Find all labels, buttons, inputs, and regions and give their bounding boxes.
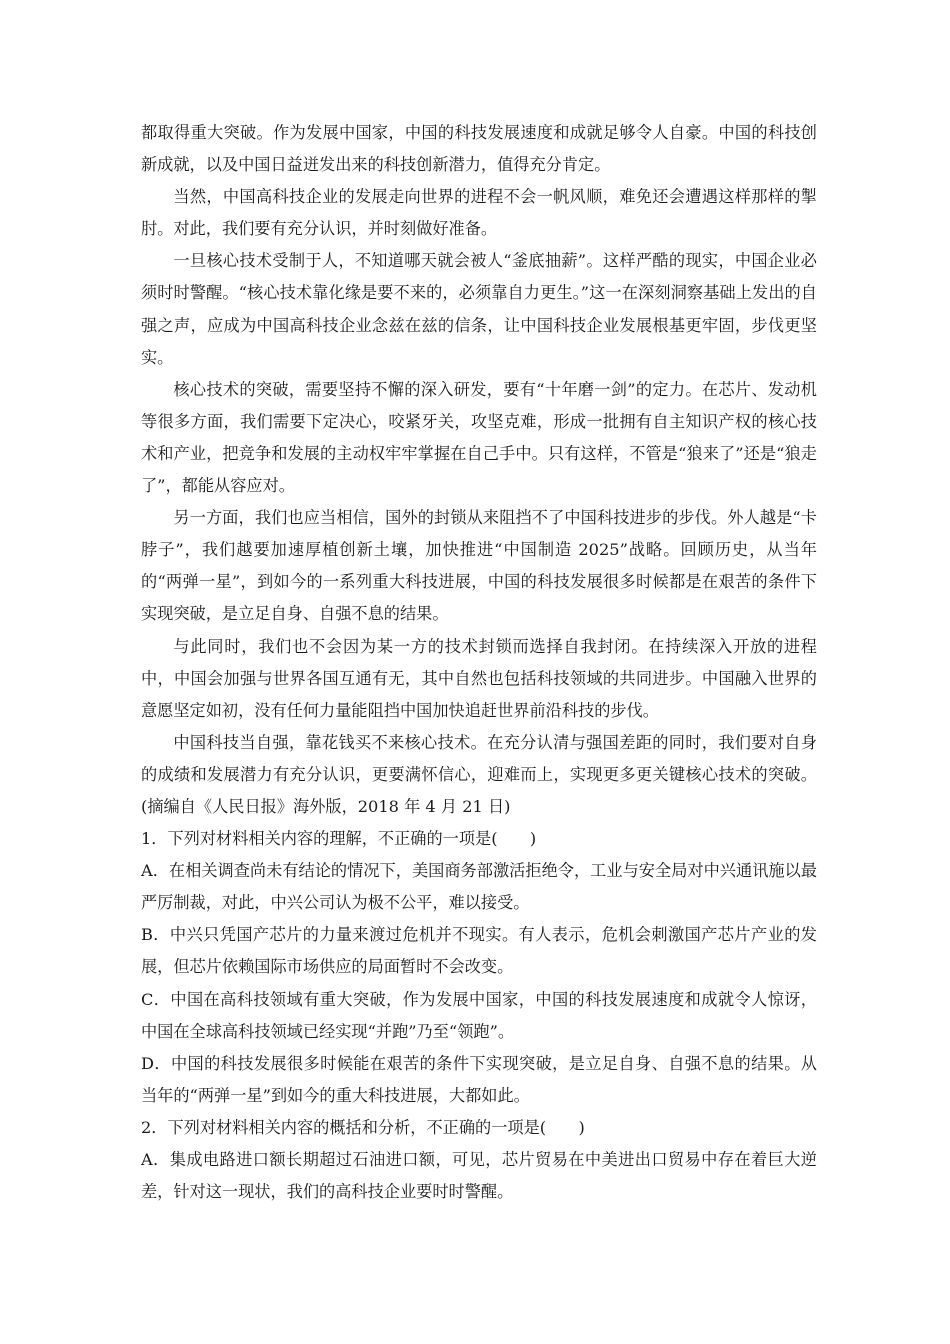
paragraph: 一旦核心技术受制于人，不知道哪天就会被人“釜底抽薪”。这样严酷的现实，中国企业必须时时警醒。“核心技术靠化缘是要不来的，必须靠自力更生。”这一在深刻洞察基础上发出的自强之声，应成为中国高科技企业念兹在兹的信条，让中国科技企业发展根基更牢固，步伐更坚实。: [141, 251, 817, 367]
paragraph: 当然，中国高科技企业的发展走向世界的进程不会一帆风顺，难免还会遭遇这样那样的掣肘。对此，我们要有充分认识，并时刻做好准备。: [141, 187, 817, 239]
question-1-stem: 1．下列对材料相关内容的理解，不正确的一项是( ): [141, 829, 537, 849]
paragraph: 另一方面，我们也应当相信，国外的封锁从来阻挡不了中国科技进步的步伐。外人越是“卡脖子”，我们越要加速厚植创新土壤，加快推进“中国制造 2025”战略。回顾历史，从当年的“两弹一星”，到如今的一系列重大科技进展，中国的科技发展很多时候都是在艰苦的条件下实现突破，是立足自身、自强不息的结果。: [141, 508, 817, 624]
paragraph: 都取得重大突破。作为发展中国家，中国的科技发展速度和成就足够令人自豪。中国的科技创新成就，以及中国日益迸发出来的科技创新潜力，值得充分肯定。: [141, 123, 817, 175]
paragraph: 与此同时，我们也不会因为某一方的技术封锁而选择自我封闭。在持续深入开放的进程中，中国会加强与世界各国互通有无，其中自然也包括科技领域的共同进步。中国融入世界的意愿坚定如初，没有任何力量能阻挡中国加快追赶世界前沿科技的步伐。: [141, 636, 817, 720]
document-page: [141, 117, 817, 1208]
question-1-option-d: D．中国的科技发展很多时候能在艰苦的条件下实现突破，是立足自身、自强不息的结果。从当年的“两弹一星”到如今的重大科技进展，大都如此。: [141, 1053, 817, 1105]
question-1-option-c: C．中国在高科技领域有重大突破，作为发展中国家，中国的科技发展速度和成就令人惊讶，中国在全球高科技领域已经实现“并跑”乃至“领跑”。: [141, 989, 817, 1041]
question-2-option-a: A．集成电路进口额长期超过石油进口额，可见，芯片贸易在中美进出口贸易中存在着巨大逆差，针对这一现状，我们的高科技企业要时时警醒。: [141, 1150, 817, 1202]
question-2-stem: 2．下列对材料相关内容的概括和分析，不正确的一项是( ): [141, 1117, 585, 1137]
paragraph: 核心技术的突破，需要坚持不懈的深入研发，要有“十年磨一剑”的定力。在芯片、发动机等很多方面，我们需要下定决心，咬紧牙关，攻坚克难，形成一批拥有自主知识产权的核心技术和产业，把竞争和发展的主动权牢牢掌握在自己手中。只有这样，不管是“狼来了”还是“狼走了”，都能从容应对。: [141, 379, 817, 496]
paragraph: 中国科技当自强，靠花钱买不来核心技术。在充分认清与强国差距的同时，我们要对自身的成绩和发展潜力有充分认识，更要满怀信心，迎难而上，实现更多更关键核心技术的突破。(摘编自《人民日报》海外版，2018 年 4 月 21 日): [141, 732, 817, 816]
question-1-option-b: B．中兴只凭国产芯片的力量来渡过危机并不现实。有人表示，危机会刺激国产芯片产业的发展，但芯片依赖国际市场供应的局面暂时不会改变。: [141, 925, 817, 977]
question-1-option-a: A．在相关调查尚未有结论的情况下，美国商务部激活拒绝令，工业与安全局对中兴通讯施以最严厉制裁，对此，中兴公司认为极不公平，难以接受。: [141, 861, 817, 913]
